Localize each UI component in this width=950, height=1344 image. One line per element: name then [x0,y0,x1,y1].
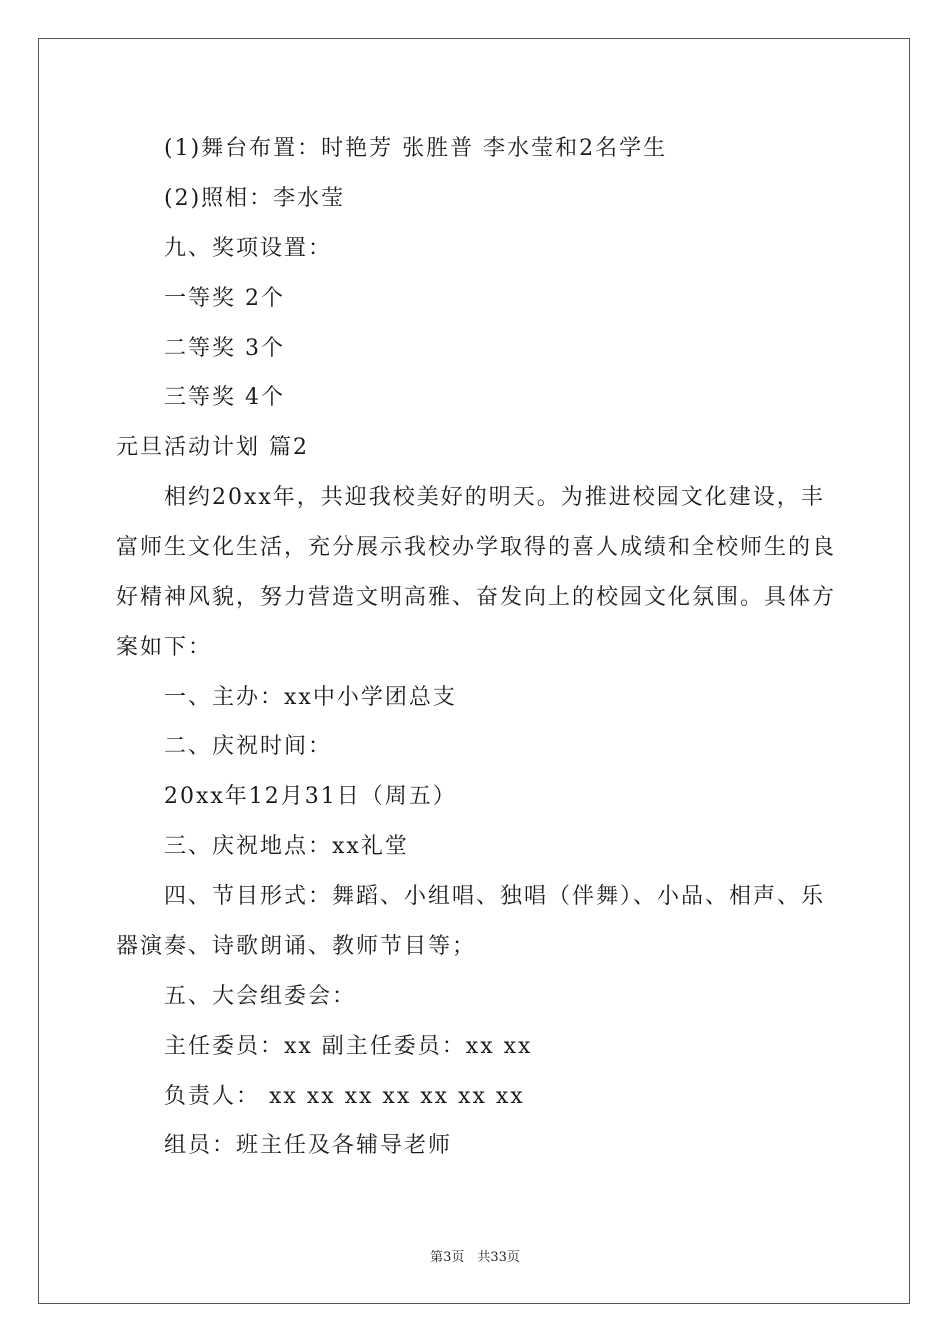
paragraph-line: 四、节目形式：舞蹈、小组唱、独唱（伴舞）、小品、相声、乐 [164,884,826,909]
text-line: 三等奖 4个 [164,385,285,410]
section-heading: 九、奖项设置： [164,236,333,261]
section-heading: 五、大会组委会： [164,984,357,1009]
text-line: 组员：班主任及各辅导老师 [164,1133,453,1158]
page-number: 第3页 共33页 [430,1250,520,1265]
text-line: 20xx年12月31日（周五） [164,784,457,809]
text-line: (2)照相：李水莹 [164,186,346,211]
text-line: 主任委员：xx 副主任委员：xx xx [164,1034,533,1059]
article-title: 元旦活动计划 篇2 [116,435,309,460]
paragraph-line: 器演奏、诗歌朗诵、教师节目等； [116,934,477,959]
text-line: 三、庆祝地点：xx礼堂 [164,834,409,859]
text-line: (1)舞台布置：时艳芳 张胜普 李水莹和2名学生 [164,136,668,161]
text-line: 负责人： xx xx xx xx xx xx xx [164,1084,525,1109]
paragraph-line: 案如下： [116,635,213,660]
text-line: 一等奖 2个 [164,286,285,311]
text-line: 二等奖 3个 [164,336,285,361]
paragraph-line: 富师生文化生活，充分展示我校办学取得的喜人成绩和全校师生的良 [116,535,837,560]
section-heading: 二、庆祝时间： [164,734,333,759]
text-line: 一、主办：xx中小学团总支 [164,685,457,710]
paragraph-line: 好精神风貌，努力营造文明高雅、奋发向上的校园文化氛围。具体方 [116,585,837,610]
paragraph-line: 相约20xx年，共迎我校美好的明天。为推进校园文化建设，丰 [164,485,825,510]
page-border [38,38,910,1304]
